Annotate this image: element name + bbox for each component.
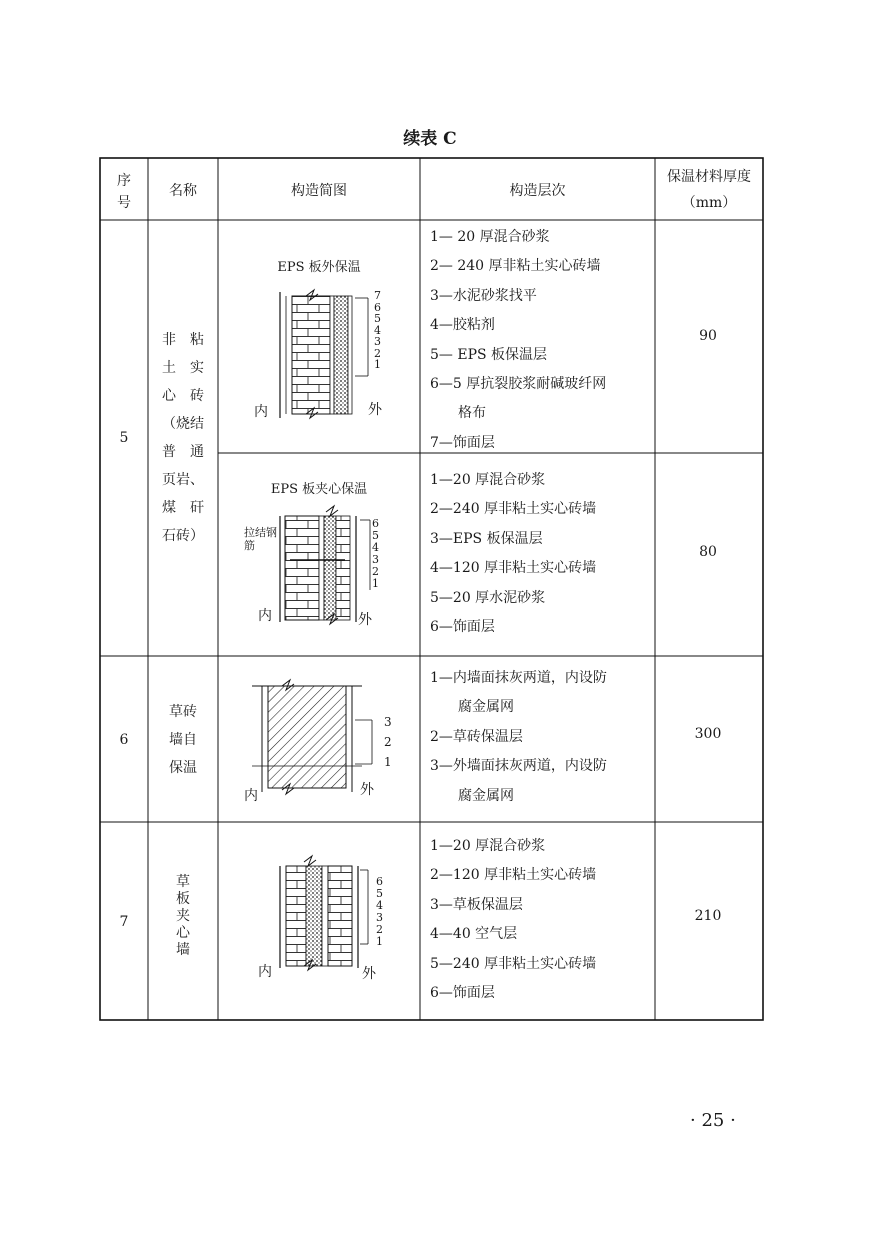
layer-number: 6 [374, 300, 381, 314]
layer-number: 1 [372, 577, 379, 590]
straw-brick-diagram [252, 680, 372, 794]
layer-item: 3—外墙面抹灰两道，内设防 [430, 758, 607, 775]
header-seq [100, 170, 148, 214]
thickness-value: 80 [699, 544, 717, 560]
row-5-seq: 5 [119, 430, 129, 446]
page-number: · 25 · [690, 1110, 736, 1131]
outer-label: 外 [360, 782, 374, 798]
layer-numbers [384, 712, 392, 772]
layer-list [430, 223, 606, 458]
layer-item: 4—40 空气层 [430, 926, 518, 943]
eps-external-diagram [280, 290, 368, 418]
name-line: 煤 矸 [162, 500, 204, 516]
name-line: （烧结 [162, 416, 204, 432]
name-line: 墙自 [169, 732, 197, 748]
layer-item: 6—饰面层 [430, 618, 495, 635]
layer-number: 1 [374, 358, 381, 371]
header-layers: 构造层次 [509, 183, 566, 199]
layer-number: 7 [374, 289, 381, 302]
header-diagram: 构造简图 [291, 183, 347, 199]
layer-item: 5— EPS 板保温层 [430, 346, 548, 363]
outer-label: 外 [368, 402, 382, 418]
name-line: 心砖 [162, 388, 204, 404]
row-7-seq: 7 [119, 914, 129, 930]
inner-label: 内 [254, 404, 268, 420]
name-line: 页岩、 [162, 472, 204, 488]
inner-label: 内 [258, 608, 272, 624]
layer-item: 3—水泥砂浆找平 [430, 287, 537, 304]
eps-sandwich-diagram [280, 506, 370, 624]
layer-item: 5—20 厚水泥砂浆 [430, 589, 546, 606]
name-line: 石砖） [162, 528, 204, 544]
header-seq-line: 序 [117, 173, 131, 189]
header-thickness [655, 164, 763, 216]
layer-item: 格布 [458, 405, 486, 422]
layer-item: 2—240 厚非粘土实心砖墙 [430, 501, 597, 518]
layer-number: 6 [372, 517, 379, 530]
layer-item: 6—饰面层 [430, 984, 495, 1001]
layer-item: 1— 20 厚混合砂浆 [430, 229, 550, 245]
page-title: 续表 C [403, 129, 457, 149]
layer-number: 4 [374, 323, 381, 337]
layer-numbers [372, 518, 379, 590]
tie-label: 拉结钢筋 [244, 526, 277, 552]
layer-numbers [376, 876, 383, 948]
outer-label: 外 [358, 612, 372, 628]
layer-item: 4—胶粘剂 [430, 317, 495, 334]
layer-number: 2 [384, 735, 392, 749]
layer-number: 3 [374, 335, 381, 348]
layer-number: 6 [376, 875, 383, 888]
name-line: 心 [176, 925, 190, 941]
header-thickness-line: （mm） [681, 195, 737, 211]
layer-list [430, 466, 596, 642]
inner-label: 内 [244, 788, 258, 804]
layer-item: 3—EPS 板保温层 [430, 530, 543, 547]
thickness-value: 210 [694, 908, 722, 924]
name-line: 墙 [176, 942, 190, 958]
layer-item: 7—饰面层 [430, 434, 495, 451]
layer-item: 2—草砖保温层 [430, 728, 523, 745]
layer-item: 腐金属网 [458, 787, 514, 804]
layer-number: 2 [376, 923, 383, 936]
layer-item: 4—120 厚非粘土实心砖墙 [430, 560, 597, 577]
layer-number: 3 [372, 553, 379, 566]
layer-item: 5—240 厚非粘土实心砖墙 [430, 955, 597, 972]
row-5-name [150, 326, 216, 550]
layer-number: 5 [372, 529, 379, 542]
layer-item: 1—20 厚混合砂浆 [430, 838, 546, 854]
diagram-title: EPS 板夹心保温 [270, 482, 368, 497]
layer-item: 腐金属网 [458, 699, 514, 716]
layer-number: 2 [374, 346, 381, 360]
layer-list [430, 832, 596, 1008]
layer-number: 1 [384, 755, 392, 769]
name-line: 非 粘 [162, 332, 204, 348]
thickness-value: 90 [699, 328, 717, 344]
layer-item: 2— 240 厚非粘土实心砖墙 [430, 258, 601, 275]
layer-list [430, 664, 607, 811]
header-name: 名称 [169, 183, 197, 199]
inner-label: 内 [258, 964, 272, 980]
name-line: 保温 [169, 760, 197, 776]
header-thickness-line: 保温材料厚度 [667, 169, 751, 185]
layer-number: 5 [376, 887, 383, 900]
row-7-name [150, 874, 216, 959]
name-line: 普 通 [162, 444, 204, 460]
straw-board-diagram [280, 856, 368, 970]
layer-number: 3 [384, 715, 392, 729]
layer-number: 5 [374, 312, 381, 325]
row-6-name [150, 698, 216, 782]
row-6-seq: 6 [119, 732, 129, 748]
layer-number: 1 [376, 935, 383, 948]
thickness-value: 300 [694, 726, 722, 742]
name-line: 草砖 [169, 704, 197, 720]
layer-number: 2 [372, 565, 379, 578]
header-seq-line: 号 [117, 195, 131, 211]
name-line: 草 [176, 874, 190, 890]
layer-number: 4 [376, 899, 383, 912]
layer-number: 4 [372, 541, 379, 554]
diagram-title: EPS 板外保温 [277, 260, 361, 275]
layer-item: 1—20 厚混合砂浆 [430, 472, 546, 488]
name-line: 夹 [176, 908, 190, 924]
layer-item: 2—120 厚非粘土实心砖墙 [430, 867, 597, 884]
layer-item: 3—草板保温层 [430, 896, 523, 913]
outer-label: 外 [362, 966, 376, 982]
layer-item: 1—内墙面抹灰两道，内设防 [430, 670, 607, 686]
name-line: 土 实 [162, 360, 204, 376]
layer-item: 6—5 厚抗裂胶浆耐碱玻纤网 [430, 375, 607, 392]
layer-number: 3 [376, 911, 383, 924]
layer-numbers [374, 290, 381, 371]
name-line: 板 [176, 891, 190, 907]
